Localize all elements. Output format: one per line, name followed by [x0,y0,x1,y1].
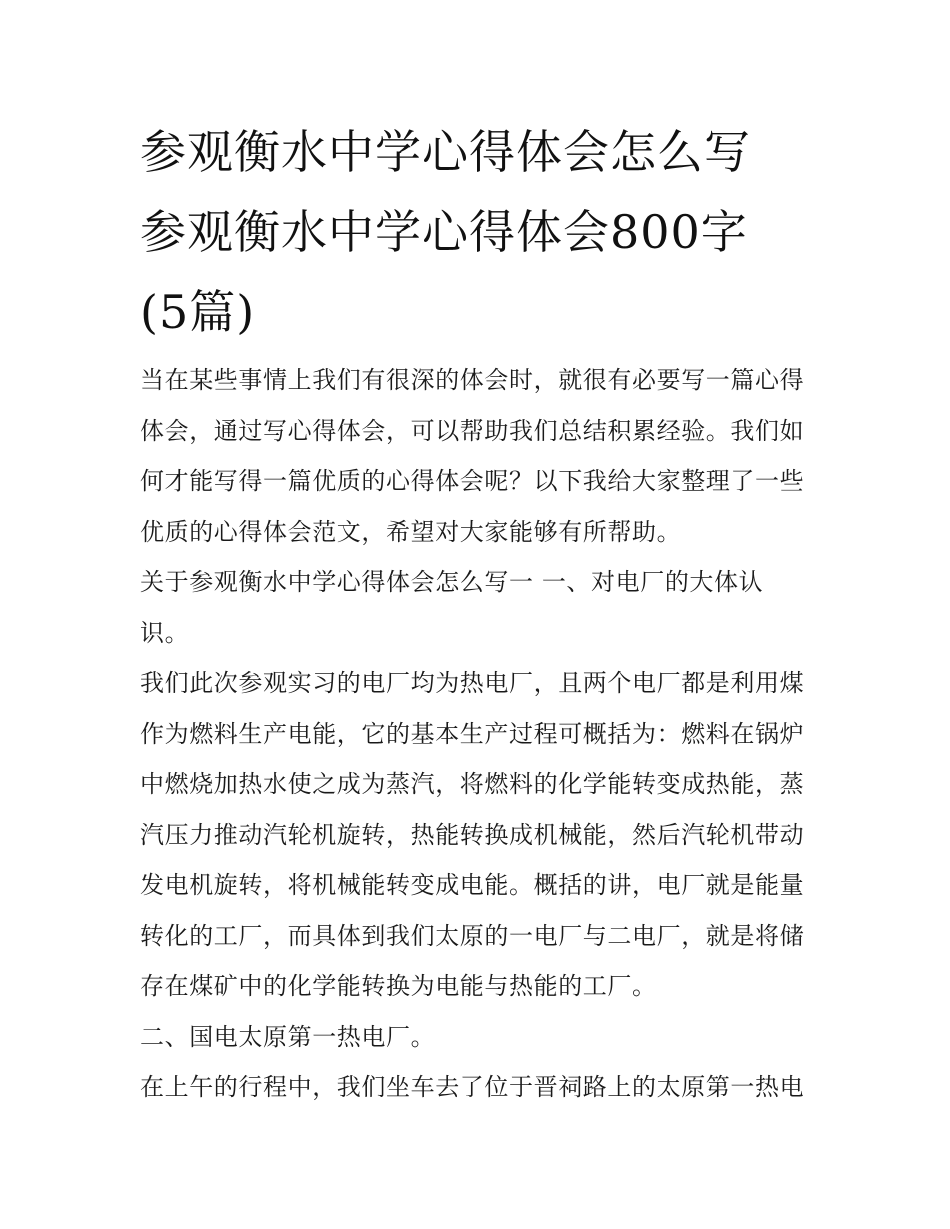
body-line: 存在煤矿中的化学能转换为电能与热能的工厂。 [140,972,657,1000]
title-line-2: 参观衡水中学心得体会800字 [140,205,748,259]
body-line: 优质的心得体会范文，希望对大家能够有所帮助。 [140,517,682,546]
body-line: 我们此次参观实习的电厂均为热电厂，且两个电厂都是利用煤 [140,669,805,697]
body-line: 体会，通过写心得体会，可以帮助我们总结积累经验。我们如 [140,416,805,445]
section-heading-line: 识。 [140,618,190,647]
body-line: 中燃烧加热水使之成为蒸汽，将燃料的化学能转变成热能，蒸 [140,770,805,798]
section-heading-line: 二、国电太原第一热电厂。 [140,1022,436,1051]
title-line-1: 参观衡水中学心得体会怎么写 [140,125,751,179]
document-title [140,112,820,352]
body-line: 在上午的行程中，我们坐车去了位于晋祠路上的太原第一热电 [140,1073,805,1101]
body-line: 转化的工厂，而具体到我们太原的一电厂与二电厂，就是将储 [140,921,805,950]
body-line: 何才能写得一篇优质的心得体会呢？以下我给大家整理了一些 [140,467,805,495]
body-line: 发电机旋转，将机械能转变成电能。概括的讲，电厂就是能量 [140,871,805,899]
document-body [140,355,820,1113]
body-line: 当在某些事情上我们有很深的体会时，就很有必要写一篇心得 [140,366,805,394]
section-heading-line: 关于参观衡水中学心得体会怎么写一 一、对电厂的大体认 [140,568,764,596]
title-line-3: (5篇) [140,285,256,339]
body-line: 作为燃料生产电能，它的基本生产过程可概括为：燃料在锅炉 [140,719,805,748]
body-line: 汽压力推动汽轮机旋转，热能转换成机械能，然后汽轮机带动 [140,820,805,849]
